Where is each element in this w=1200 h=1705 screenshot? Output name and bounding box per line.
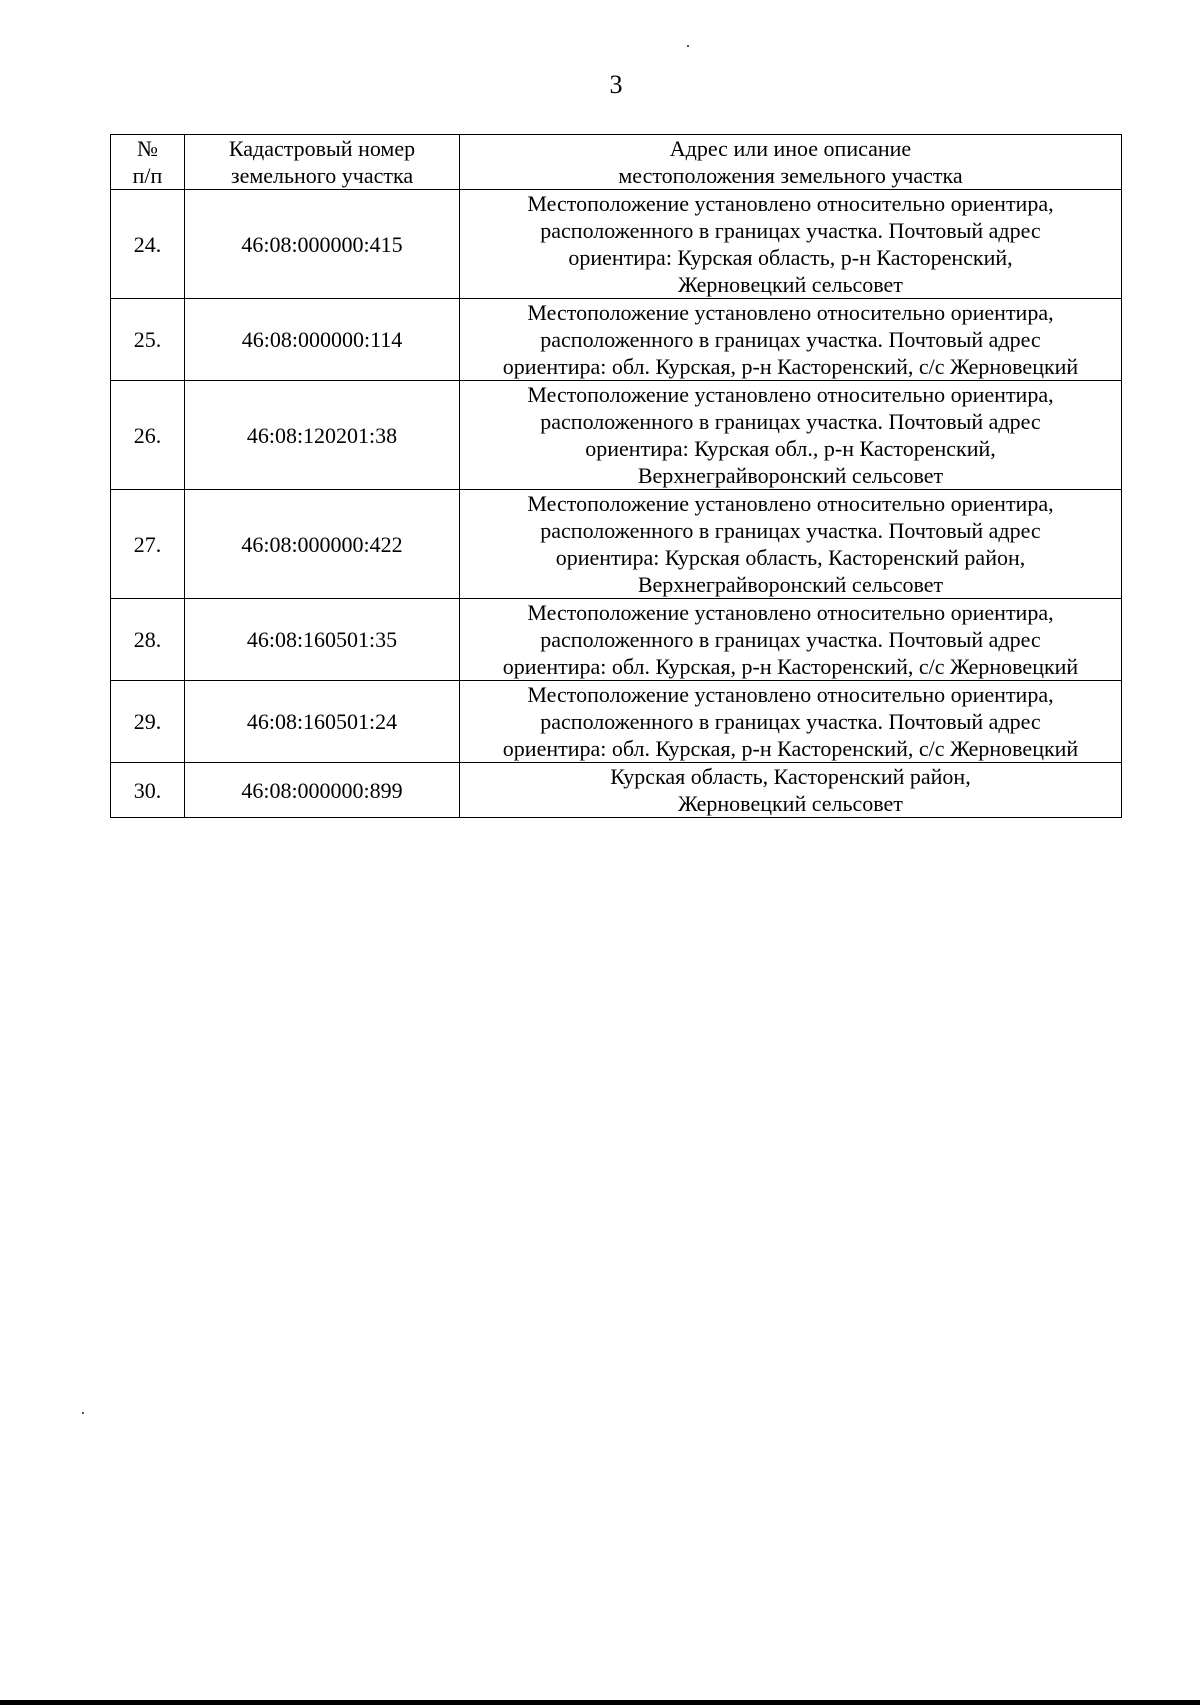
table-header-row xyxy=(111,135,1122,190)
row-address xyxy=(460,381,1122,490)
address-line: расположенного в границах участка. Почтовый адрес xyxy=(540,709,1041,734)
table-row xyxy=(111,490,1122,599)
table-row xyxy=(111,190,1122,299)
address-line: ориентира: Курская область, Касторенский район, xyxy=(555,545,1026,570)
row-num: 24. xyxy=(111,190,185,299)
header-cadastral xyxy=(185,135,460,190)
row-num: 29. xyxy=(111,681,185,763)
address-line: Курская область, Касторенский район, xyxy=(610,764,971,789)
address-line: ориентира: обл. Курская, р-н Касторенский, с/с Жерновецкий xyxy=(502,654,1079,679)
address-line: ориентира: Курская область, р-н Касторенский, xyxy=(568,245,1013,270)
header-cadastral-line: Кадастровый номер xyxy=(228,136,416,161)
address-line: Жерновецкий сельсовет xyxy=(678,272,903,297)
row-num: 26. xyxy=(111,381,185,490)
address-line: расположенного в границах участка. Почтовый адрес xyxy=(540,409,1041,434)
parcels-table xyxy=(110,134,1122,818)
header-address-line: Адрес или иное описание xyxy=(669,136,912,161)
address-line: расположенного в границах участка. Почтовый адрес xyxy=(540,518,1041,543)
table-row xyxy=(111,381,1122,490)
address-line: расположенного в границах участка. Почтовый адрес xyxy=(540,627,1041,652)
row-num: 27. xyxy=(111,490,185,599)
address-line: расположенного в границах участка. Почтовый адрес xyxy=(540,327,1041,352)
address-line: расположенного в границах участка. Почтовый адрес xyxy=(540,218,1041,243)
address-line: ориентира: Курская обл., р-н Касторенский, xyxy=(585,436,996,461)
address-line: Верхнеграйворонский сельсовет xyxy=(637,572,944,597)
address-line: ориентира: обл. Курская, р-н Касторенский, с/с Жерновецкий xyxy=(502,736,1079,761)
address-line: Местоположение установлено относительно ориентира, xyxy=(527,491,1054,516)
row-address xyxy=(460,490,1122,599)
header-cadastral-line: земельного участка xyxy=(230,163,414,188)
address-line: Жерновецкий сельсовет xyxy=(678,791,903,816)
table-row xyxy=(111,681,1122,763)
header-address-line: местоположения земельного участка xyxy=(618,163,963,188)
scan-edge xyxy=(0,1700,1200,1705)
row-address xyxy=(460,299,1122,381)
row-address xyxy=(460,190,1122,299)
row-cadastral: 46:08:000000:899 xyxy=(185,763,460,818)
address-line: Местоположение установлено относительно ориентира, xyxy=(527,382,1054,407)
header-num xyxy=(111,135,185,190)
table-row xyxy=(111,763,1122,818)
row-cadastral: 46:08:160501:35 xyxy=(185,599,460,681)
address-line: Местоположение установлено относительно ориентира, xyxy=(527,191,1054,216)
table-row xyxy=(111,599,1122,681)
row-address xyxy=(460,599,1122,681)
row-address xyxy=(460,681,1122,763)
address-line: Местоположение установлено относительно ориентира, xyxy=(527,600,1054,625)
scan-speck xyxy=(82,1412,84,1414)
header-num-line: № xyxy=(137,136,158,161)
row-cadastral: 46:08:000000:415 xyxy=(185,190,460,299)
row-address xyxy=(460,763,1122,818)
row-cadastral: 46:08:000000:422 xyxy=(185,490,460,599)
page-number: 3 xyxy=(609,70,623,99)
address-line: Местоположение установлено относительно ориентира, xyxy=(527,682,1054,707)
address-line: Местоположение установлено относительно ориентира, xyxy=(527,300,1054,325)
row-num: 25. xyxy=(111,299,185,381)
address-line: Верхнеграйворонский сельсовет xyxy=(637,463,944,488)
address-line: ориентира: обл. Курская, р-н Касторенский, с/с Жерновецкий xyxy=(502,354,1079,379)
header-num-line: п/п xyxy=(132,163,163,188)
table-row xyxy=(111,299,1122,381)
row-cadastral: 46:08:160501:24 xyxy=(185,681,460,763)
row-num: 30. xyxy=(111,763,185,818)
row-cadastral: 46:08:120201:38 xyxy=(185,381,460,490)
header-address xyxy=(460,135,1122,190)
row-num: 28. xyxy=(111,599,185,681)
row-cadastral: 46:08:000000:114 xyxy=(185,299,460,381)
scan-speck xyxy=(687,45,689,47)
